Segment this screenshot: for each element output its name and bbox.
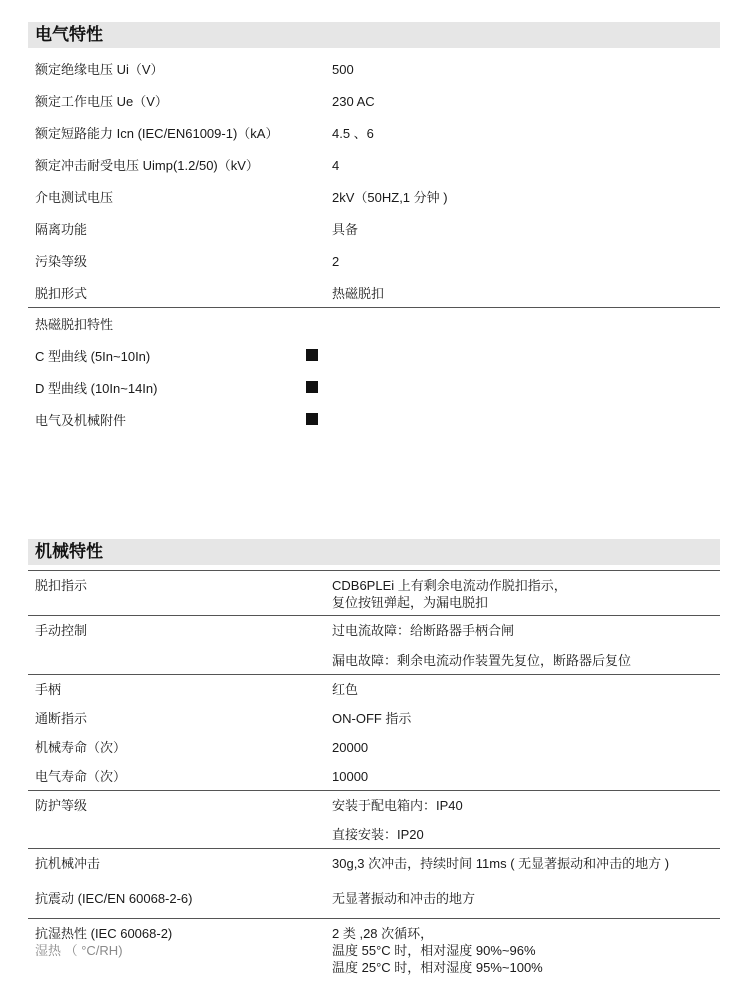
divider (28, 615, 720, 616)
spec-value (332, 925, 543, 976)
spec-value: 具备 (332, 222, 359, 237)
spec-value: 2kV（50HZ,1 分钟 ) (332, 190, 448, 205)
spec-value: 30g,3 次冲击，持续时间 11ms ( 无显著振动和冲击的地方 ) (332, 856, 670, 871)
trip-label: D 型曲线 (10In~14In) (35, 381, 158, 396)
spec-value: 安装于配电箱内：IP40 (332, 798, 463, 813)
spec-label: 额定绝缘电压 Ui（V） (35, 62, 164, 77)
spec-value: 热磁脱扣 (332, 286, 385, 301)
spec-value: 10000 (332, 769, 369, 784)
spec-value: 无显著振动和冲击的地方 (332, 891, 476, 906)
spec-value-line: 复位按钮弹起，为漏电脱扣 (332, 595, 489, 610)
divider (28, 918, 720, 919)
spec-value-line: 温度 55°C 时，相对湿度 90%~96% (332, 943, 536, 958)
spec-label: 额定短路能力 Icn (IEC/EN61009-1)（kA） (35, 126, 279, 141)
spec-label: 手柄 (35, 682, 62, 697)
spec-label-line: 抗湿热性 (IEC 60068-2) (35, 926, 173, 941)
spec-value: 4 (332, 158, 340, 173)
spec-label: 额定工作电压 Ue（V） (35, 94, 168, 109)
spec-label (35, 925, 172, 959)
divider (28, 848, 720, 849)
spec-label: 抗机械冲击 (35, 856, 101, 871)
spec-label: 隔离功能 (35, 222, 88, 237)
filled-square-icon (306, 413, 318, 425)
spec-value: 500 (332, 62, 354, 77)
spec-label: 污染等级 (35, 254, 88, 269)
spec-value: 230 AC (332, 94, 375, 109)
mechanical-section-title: 机械特性 (28, 539, 720, 565)
spec-label: 通断指示 (35, 711, 88, 726)
trip-label: C 型曲线 (5In~10In) (35, 349, 151, 364)
spec-label: 脱扣指示 (35, 578, 88, 593)
spec-value-line: 2 类 ,28 次循环， (332, 926, 434, 941)
filled-square-icon (306, 381, 318, 393)
spec-value-line: 温度 25°C 时，相对湿度 95%~100% (332, 960, 543, 975)
spec-value: 4.5 、6 (332, 126, 374, 141)
spec-sub-label: 湿热 （ °C/RH) (35, 943, 123, 958)
spec-label: 脱扣形式 (35, 286, 88, 301)
divider (28, 790, 720, 791)
spec-value (332, 577, 567, 611)
spec-value: 直接安装：IP20 (332, 827, 424, 842)
spec-label: 机械寿命（次） (35, 740, 127, 755)
spec-value: 漏电故障：剩余电流动作装置先复位，断路器后复位 (332, 653, 632, 668)
spec-label: 手动控制 (35, 623, 88, 638)
spec-value: ON-OFF 指示 (332, 711, 412, 726)
spec-value: 红色 (332, 682, 359, 697)
filled-square-icon (306, 349, 318, 361)
spec-label: 额定冲击耐受电压 Uimp(1.2/50)（kV） (35, 158, 259, 173)
trip-section-title: 热磁脱扣特性 (35, 317, 114, 332)
spec-value-line: CDB6PLEi 上有剩余电流动作脱扣指示， (332, 578, 567, 593)
spec-label: 介电测试电压 (35, 190, 114, 205)
spec-label: 防护等级 (35, 798, 88, 813)
divider (28, 674, 720, 675)
spec-label: 电气寿命（次） (35, 769, 127, 784)
spec-value: 过电流故障：给断路器手柄合闸 (332, 623, 515, 638)
divider (28, 570, 720, 571)
divider (28, 307, 720, 308)
spec-label: 抗震动 (IEC/EN 60068-2-6) (35, 891, 193, 906)
spec-value: 20000 (332, 740, 369, 755)
trip-label: 电气及机械附件 (35, 413, 127, 428)
electrical-section-title: 电气特性 (28, 22, 720, 48)
spec-value: 2 (332, 254, 340, 269)
